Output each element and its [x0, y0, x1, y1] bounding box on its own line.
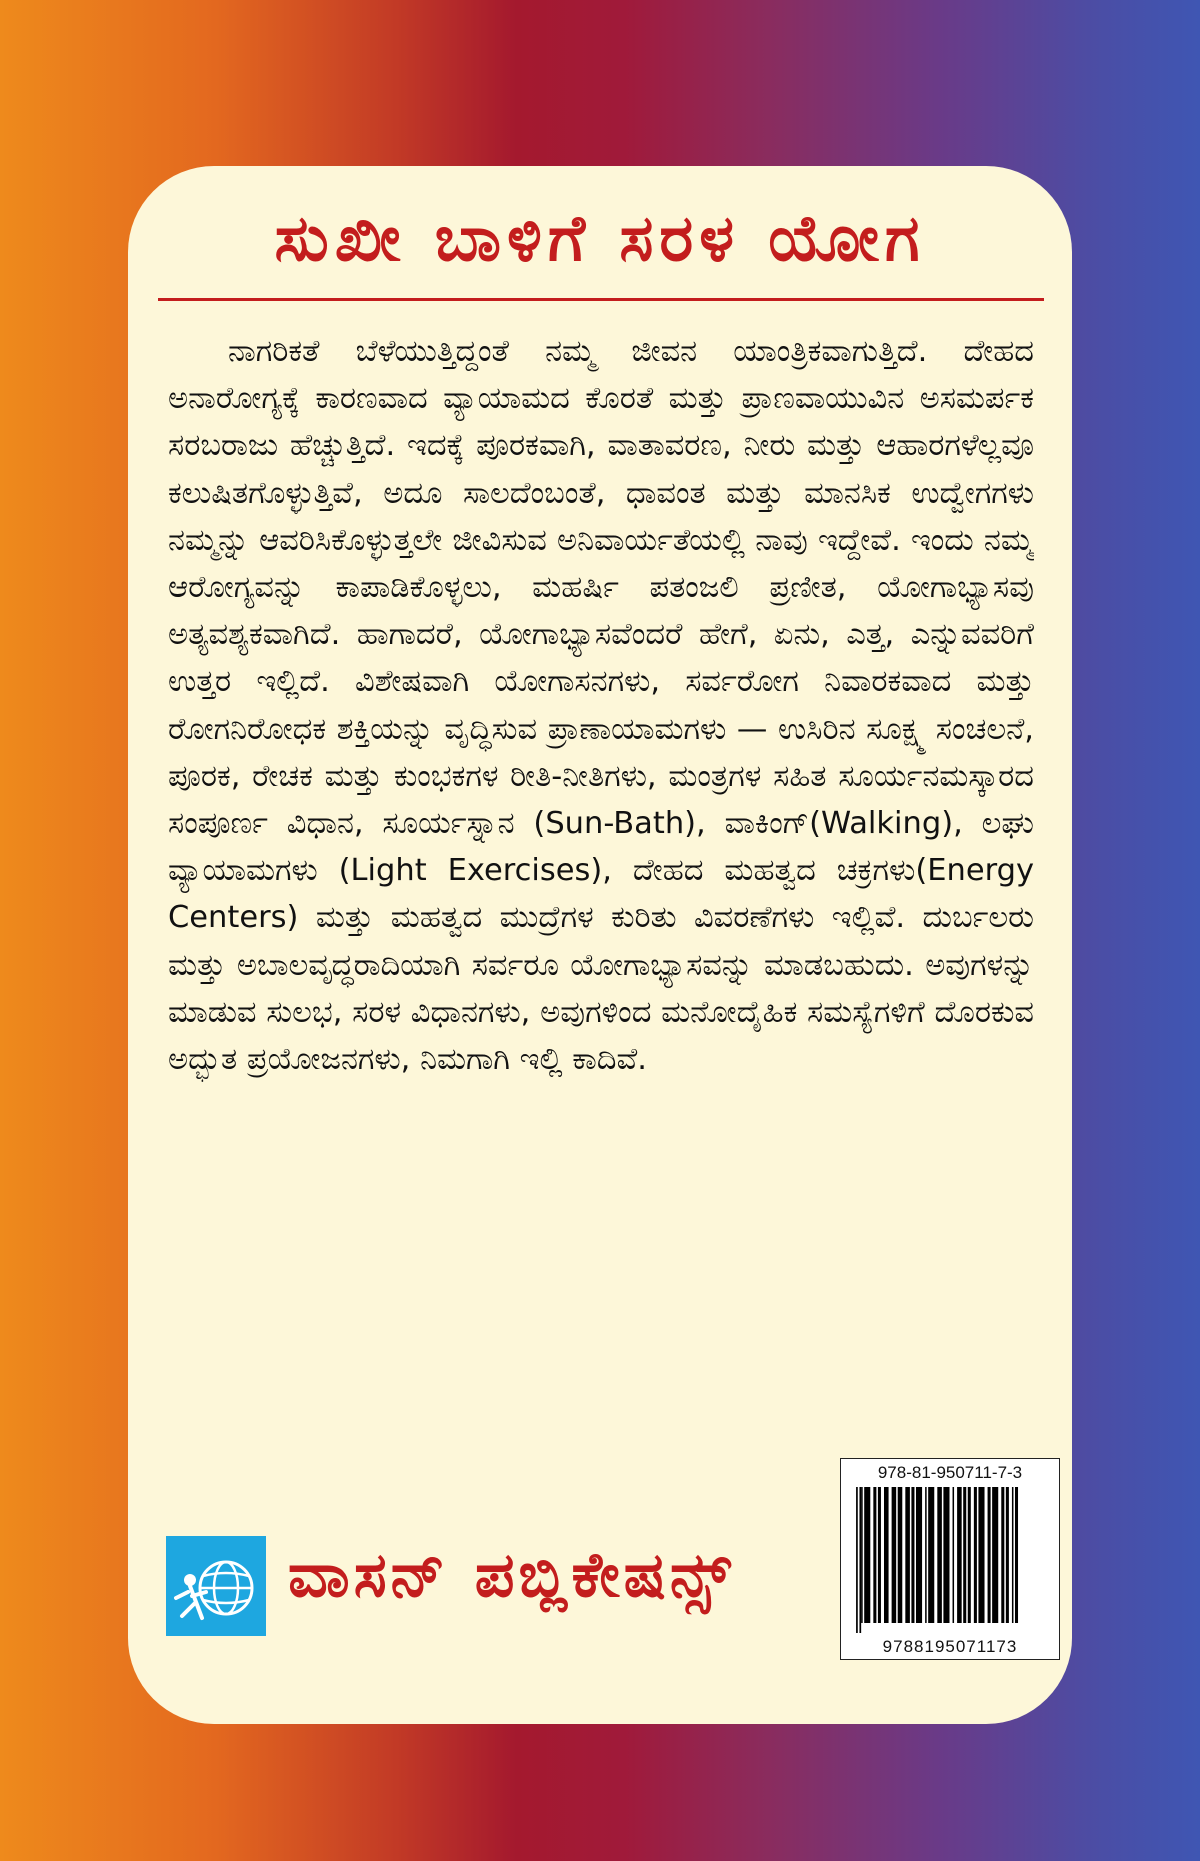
- globe-figure-icon: [166, 1536, 266, 1636]
- barcode-bar: [898, 1487, 903, 1623]
- barcode-bar: [916, 1487, 922, 1623]
- blurb-text: ನಾಗರಿಕತೆ ಬೆಳೆಯುತ್ತಿದ್ದಂತೆ ನಮ್ಮ ಜೀವನ ಯಾಂತ್ರಿಕವಾಗುತ್ತಿದೆ. ದೇಹದ ಅನಾರೋಗ್ಯಕ್ಕೆ ಕಾರಣವಾದ ವ್ಯಾಯಾಮದ ಕೊರತೆ ಮತ್ತು ಪ್ರಾಣವಾಯುವಿನ ಅಸಮರ್ಪಕ ಸರಬರಾಜು ಹೆಚ್ಚುತ್ತಿದೆ. ಇದಕ್ಕೆ ಪೂರಕವಾಗಿ, ವಾತಾವರಣ, ನೀರು ಮತ್ತು ಆಹಾರಗಳೆಲ್ಲವೂ ಕಲುಷಿತಗೊಳ್ಳುತ್ತಿವೆ, ಅದೂ ಸಾಲದೆಂಬಂತೆ, ಧಾವಂತ ಮತ್ತು ಮಾನಸಿಕ ಉದ್ವೇಗಗಳು ನಮ್ಮನ್ನು ಆವರಿಸಿಕೊಳ್ಳುತ್ತಲೇ ಜೀವಿಸುವ ಅನಿವಾರ್ಯತೆಯಲ್ಲಿ ನಾವು ಇದ್ದೇವೆ. ಇಂದು ನಮ್ಮ ಆರೋಗ್ಯವನ್ನು ಕಾಪಾಡಿಕೊಳ್ಳಲು, ಮಹರ್ಷಿ ಪತಂಜಲಿ ಪ್ರಣೀತ, ಯೋಗಾಭ್ಯಾಸವು ಅತ್ಯವಶ್ಯಕವಾಗಿದೆ. ಹಾಗಾದರೆ, ಯೋಗಾಭ್ಯಾಸವೆಂದರೆ ಹೇಗೆ, ಏನು, ಎತ್ತ, ಎನ್ನುವವರಿಗೆ ಉತ್ತರ ಇಲ್ಲಿದೆ. ವಿಶೇಷವಾಗಿ ಯೋಗಾಸನಗಳು, ಸರ್ವರೋಗ ನಿವಾರಕವಾದ ಮತ್ತು ರೋಗನಿರೋಧಕ ಶಕ್ತಿಯನ್ನು ವೃದ್ಧಿಸುವ ಪ್ರಾಣಾಯಾಮಗಳು — ಉಸಿರಿನ ಸೂಕ್ಷ್ಮ ಸಂಚಲನೆ, ಪೂರಕ, ರೇಚಕ ಮತ್ತು ಕುಂಭಕಗಳ ರೀತಿ-ನೀತಿಗಳು, ಮಂತ್ರಗಳ ಸಹಿತ ಸೂರ್ಯನಮಸ್ಕಾರದ ಸಂಪೂರ್ಣ ವಿಧಾನ, ಸೂರ್ಯಸ್ನಾನ (Sun-Bath), ವಾಕಿಂಗ್(Walking), ಲಘು ವ್ಯಾಯಾಮಗಳು (Light Exercises), ದೇಹದ ಮಹತ್ವದ ಚಕ್ರಗಳು(Energy Centers) ಮತ್ತು ಮಹತ್ವದ ಮುದ್ರೆಗಳ ಕುರಿತು ವಿವರಣೆಗಳು ಇಲ್ಲಿವೆ. ದುರ್ಬಲರು ಮತ್ತು ಅಬಾಲವೃದ್ಧರಾದಿಯಾಗಿ ಸರ್ವರೂ ಯೋಗಾಭ್ಯಾಸವನ್ನು ಮಾಡಬಹುದು. ಅವುಗಳನ್ನು ಮಾಡುವ ಸುಲಭ, ಸರಳ ವಿಧಾನಗಳು, ಅವುಗಳಿಂದ ಮನೋದೈಹಿಕ ಸಮಸ್ಯೆಗಳಿಗೆ ದೊರಕುವ ಅದ್ಭುತ ಪ್ರಯೋಜನಗಳು, ನಿಮಗಾಗಿ ಇಲ್ಲಿ ಕಾದಿವೆ.: [168, 334, 1034, 1078]
- isbn-number: 978-81-950711-7-3: [877, 1463, 1023, 1482]
- barcode-bar: [905, 1487, 910, 1623]
- barcode-bar: [859, 1487, 861, 1633]
- barcode-bar: [1015, 1487, 1018, 1623]
- barcode-digits: 9788195071173: [882, 1637, 1018, 1656]
- barcode-bar: [968, 1487, 971, 1623]
- barcode-bar: [856, 1487, 858, 1633]
- barcode-bar: [864, 1487, 870, 1623]
- barcode-bar: [873, 1487, 876, 1623]
- barcode-bar: [963, 1487, 966, 1623]
- blurb-card: [128, 166, 1072, 1724]
- barcode-bar: [953, 1487, 955, 1623]
- publisher-name: ವಾಸನ್ ಪಬ್ಲಿಕೇಷನ್ಸ್: [288, 1538, 735, 1611]
- barcode-bar: [861, 1487, 863, 1623]
- barcode-bar: [892, 1487, 897, 1623]
- barcode-bars: [851, 1487, 1049, 1633]
- barcode-bar: [988, 1487, 991, 1623]
- barcode-bar: [974, 1487, 977, 1623]
- barcode-bar: [978, 1487, 984, 1623]
- barcode-bar: [925, 1487, 927, 1623]
- barcode-bar: [928, 1487, 934, 1623]
- barcode-bar: [957, 1487, 962, 1623]
- barcode-bar: [1001, 1487, 1004, 1623]
- barcode-bar: [992, 1487, 998, 1623]
- barcode-bar: [943, 1487, 949, 1623]
- book-title: ಸುಖೀ ಬಾಳಿಗೆ ಸರಳ ಯೋಗ: [274, 202, 926, 276]
- barcode-bar: [937, 1487, 942, 1623]
- barcode-bar: [1006, 1487, 1009, 1623]
- barcode-bar: [884, 1487, 889, 1623]
- title-divider: [158, 298, 1044, 301]
- barcode-bar: [1012, 1487, 1014, 1623]
- isbn-barcode: [840, 1458, 1060, 1660]
- barcode-bar: [878, 1487, 881, 1623]
- publisher-logo: [166, 1536, 266, 1636]
- barcode-bar: [911, 1487, 914, 1623]
